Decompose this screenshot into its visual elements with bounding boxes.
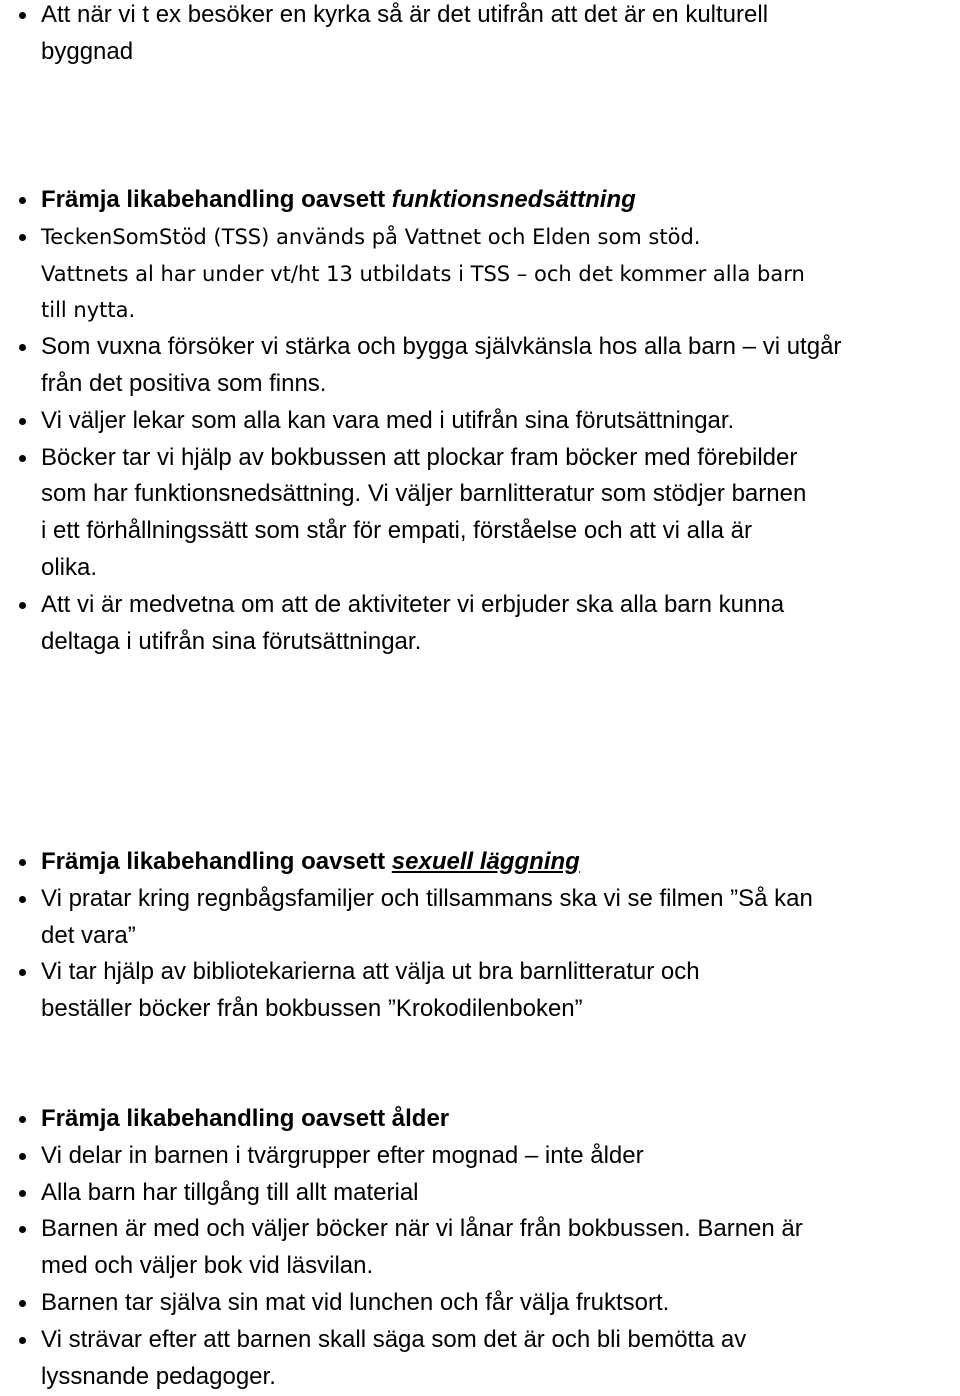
list-item: [0, 219, 956, 329]
item-line: i ett förhållningssätt som står för empati, förståelse och att vi alla är: [41, 517, 752, 545]
section-heading: [0, 182, 956, 219]
bullet-icon: [19, 859, 26, 866]
bullet-icon: [19, 344, 26, 351]
heading-text: Främja likabehandling oavsett: [41, 848, 386, 875]
list-item: [0, 1322, 956, 1396]
item-line: Att vi är medvetna om att de aktiviteter vi erbjuder ska alla barn kunna: [41, 590, 785, 618]
item-line: Vi tar hjälp av bibliotekarierna att välja ut bra barnlitteratur och: [41, 958, 700, 986]
list-item: [0, 440, 956, 587]
heading-text: Främja likabehandling oavsett: [41, 186, 386, 213]
item-line: Vattnets al har under vt/ht 13 utbildats i TSS – och det kommer alla barn: [41, 261, 805, 286]
item-line: Vi väljer lekar som alla kan vara med i utifrån sina förutsättningar.: [41, 406, 735, 434]
item-line: Vi pratar kring regnbågsfamiljer och tillsammans ska vi se filmen ”Så kan: [41, 884, 813, 912]
heading-emphasis: sexuell läggning: [391, 848, 580, 875]
list-item: [0, 1211, 956, 1285]
item-line: Barnen tar själva sin mat vid lunchen och får välja fruktsort.: [41, 1288, 670, 1316]
bullet-icon: [19, 602, 26, 609]
list-item: [0, 0, 956, 71]
item-line: Alla barn har tillgång till allt material: [41, 1178, 419, 1206]
age-section: [0, 1101, 960, 1395]
item-line: beställer böcker från bokbussen ”Krokodilenboken”: [41, 995, 583, 1023]
item-line: till nytta.: [41, 298, 136, 323]
bullet-icon: [19, 12, 26, 19]
list-item: [0, 881, 956, 955]
section-heading: [0, 1101, 956, 1138]
item-line: Som vuxna försöker vi stärka och bygga självkänsla hos alla barn – vi utgår: [41, 333, 842, 361]
heading-line: [41, 844, 956, 881]
item-line: Vi delar in barnen i tvärgrupper efter mognad – inte ålder: [41, 1141, 644, 1169]
bullet-icon: [19, 1190, 26, 1197]
bullet-icon: [19, 455, 26, 462]
list-item: [0, 403, 956, 440]
list-item: [0, 1175, 956, 1212]
bullet-icon: [19, 197, 26, 204]
sexual-orientation-section: [0, 844, 960, 1028]
item-line: det vara”: [41, 921, 136, 949]
bullet-icon: [19, 969, 26, 976]
item-line: byggnad: [41, 37, 134, 65]
list-item: [0, 587, 956, 661]
list-item: [0, 1138, 956, 1175]
item-line: från det positiva som finns.: [41, 369, 327, 397]
disability-section: [0, 182, 960, 660]
intro-section: [0, 0, 960, 71]
bullet-icon: [19, 234, 26, 241]
bullet-icon: [19, 1116, 26, 1123]
item-line: Vi strävar efter att barnen skall säga som det är och bli bemötta av: [41, 1325, 747, 1353]
bullet-icon: [19, 418, 26, 425]
section-heading: [0, 844, 956, 881]
item-line: som har funktionsnedsättning. Vi väljer barnlitteratur som stödjer barnen: [41, 480, 807, 508]
bullet-icon: [19, 1226, 26, 1233]
item-line: deltaga i utifrån sina förutsättningar.: [41, 627, 422, 655]
list-item: [0, 329, 956, 403]
list-item: [0, 1285, 956, 1322]
item-line: med och väljer bok vid läsvilan.: [41, 1252, 374, 1280]
item-line: Böcker tar vi hjälp av bokbussen att plockar fram böcker med förebilder: [41, 443, 798, 471]
heading-emphasis: funktionsnedsättning: [391, 186, 636, 213]
item-line: Att när vi t ex besöker en kyrka så är det utifrån att det är en kulturell: [41, 1, 769, 28]
item-line: lyssnande pedagoger.: [41, 1362, 276, 1390]
item-line: TeckenSomStöd (TSS) används på Vattnet och Elden som stöd.: [41, 224, 701, 249]
bullet-icon: [19, 896, 26, 903]
list-item: [0, 954, 956, 1028]
heading-text: Främja likabehandling oavsett ålder: [41, 1105, 450, 1132]
item-line: olika.: [41, 553, 98, 581]
bullet-icon: [19, 1300, 26, 1307]
heading-line: [41, 182, 956, 219]
bullet-icon: [19, 1337, 26, 1344]
item-line: Barnen är med och väljer böcker när vi lånar från bokbussen. Barnen är: [41, 1215, 803, 1243]
bullet-icon: [19, 1153, 26, 1160]
